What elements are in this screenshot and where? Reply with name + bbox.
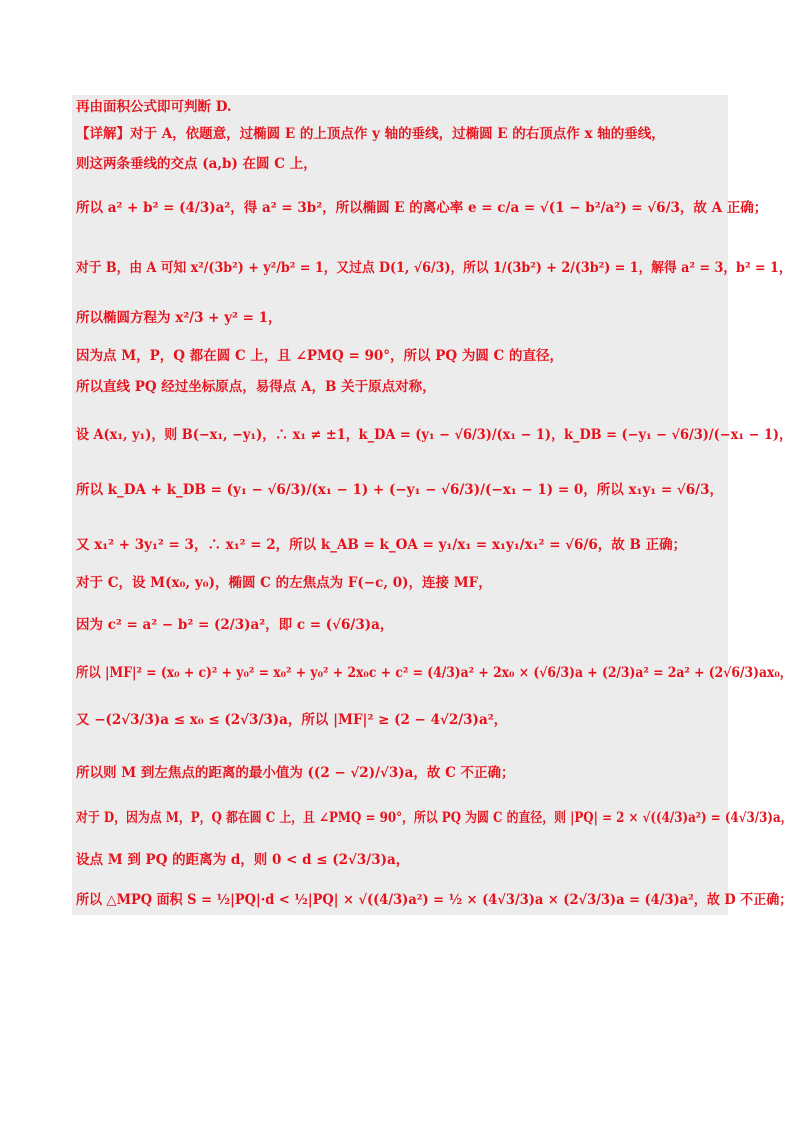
text-line: 设 A(x₁, y₁)，则 B(−x₁, −y₁)，∴ x₁ ≠ ±1，k_DA = (y₁ − √6/3)/(x₁ − 1)，k_DB = (−y₁ − √6/3)/(−x₁ − 1)，	[76, 427, 792, 443]
text-line: 所以 a² + b² = (4/3)a²，得 a² = 3b²，所以椭圆 E 的离心率 e = c/a = √(1 − b²/a²) = √6/3，故 A 正确；	[76, 200, 768, 216]
text-line: 对于 D，因为点 M，P，Q 都在圆 C 上，且 ∠PMQ = 90°，所以 PQ 为圆 C 的直径，则 |PQ| = 2 × √((4/3)a²) = (4√3/3)a，	[76, 810, 793, 826]
text-line: 所以椭圆方程为 x²/3 + y² = 1，	[76, 310, 282, 326]
text-line: 对于 C，设 M(x₀, y₀)，椭圆 C 的左焦点为 F(−c, 0)，连接 MF，	[76, 575, 492, 591]
text-line: 则这两条垂线的交点 (a,b) 在圆 C 上，	[76, 156, 317, 172]
text-line: 设点 M 到 PQ 的距离为 d，则 0 < d ≤ (2√3/3)a，	[76, 852, 410, 868]
text-line: 所以 |MF|² = (x₀ + c)² + y₀² = x₀² + y₀² + 2x₀c + c² = (4/3)a² + 2x₀ × (√6/3)a + (2/3)a² = 2a² + (2√6/3)ax₀，	[76, 665, 793, 681]
text-line: 再由面积公式即可判断 D.	[76, 99, 232, 115]
text-line: 又 −(2√3/3)a ≤ x₀ ≤ (2√3/3)a，所以 |MF|² ≥ (2 − 4√2/3)a²，	[76, 712, 508, 728]
text-line: 所以直线 PQ 经过坐标原点，易得点 A，B 关于原点对称，	[76, 379, 436, 395]
text-line: 对于 B，由 A 可知 x²/(3b²) + y²/b² = 1，又过点 D(1, √6/3)，所以 1/(3b²) + 2/(3b²) = 1，解得 a² = 3，b² = 1，	[76, 260, 792, 276]
text-line: 所以 △MPQ 面积 S = ½|PQ|·d < ½|PQ| × √((4/3)a²) = ½ × (4√3/3)a × (2√3/3)a = (4/3)a²，故 D 不正确；	[76, 892, 793, 908]
text-line: 所以则 M 到左焦点的距离的最小值为 ((2 − √2)/√3)a，故 C 不正确；	[76, 765, 515, 781]
text-line: 又 x₁² + 3y₁² = 3，∴ x₁² = 2，所以 k_AB = k_OA = y₁/x₁ = x₁y₁/x₁² = √6/6，故 B 正确；	[76, 537, 687, 553]
text-line: 所以 k_DA + k_DB = (y₁ − √6/3)/(x₁ − 1) + (−y₁ − √6/3)/(−x₁ − 1) = 0，所以 x₁y₁ = √6/3，	[76, 482, 723, 498]
solution-panel	[72, 95, 728, 915]
text-line: 【详解】对于 A，依题意，过椭圆 E 的上顶点作 y 轴的垂线，过椭圆 E 的右顶点作 x 轴的垂线，	[76, 126, 665, 142]
text-line: 因为 c² = a² − b² = (2/3)a²，即 c = (√6/3)a，	[76, 617, 394, 633]
text-line: 因为点 M，P，Q 都在圆 C 上，且 ∠PMQ = 90°，所以 PQ 为圆 C 的直径，	[76, 348, 563, 364]
